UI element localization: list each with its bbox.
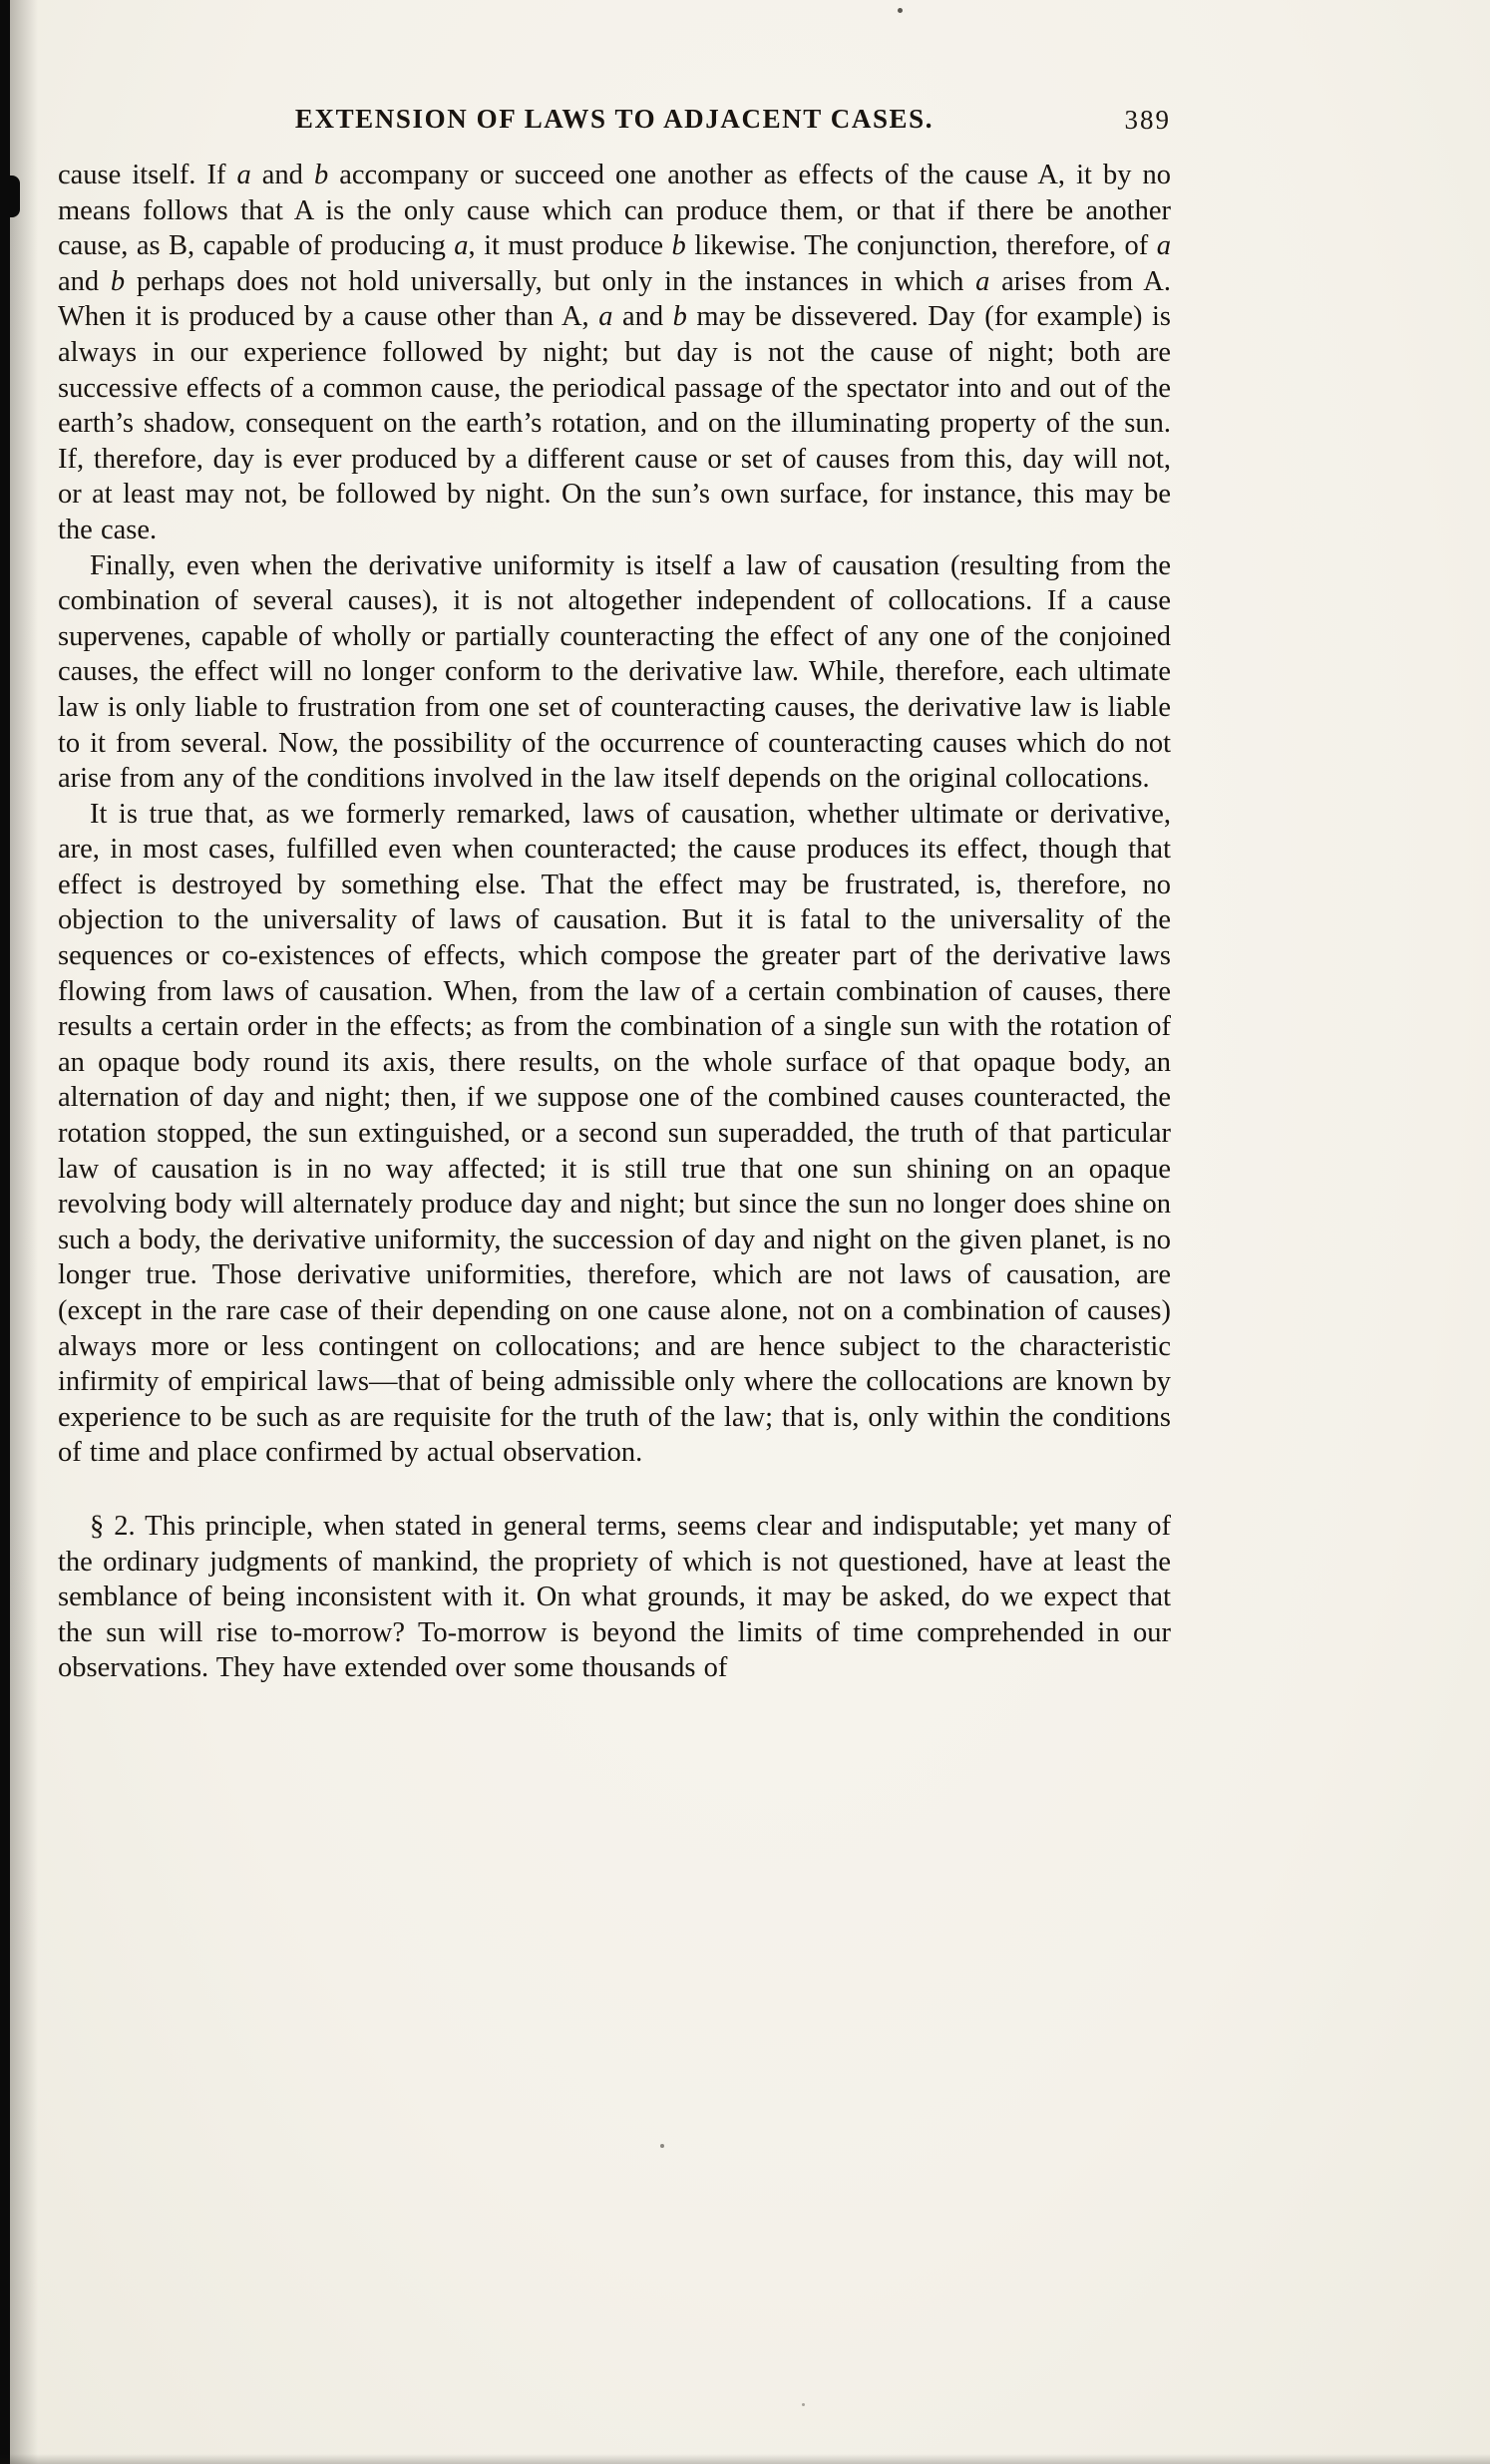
binding-mark [0,176,20,217]
page-number: 389 [1124,105,1171,135]
paragraph: § 2. This principle, when stated in general terms, seems clear and indisputable; yet many of the ordinary judgments of mankind, the propriety of which is not questioned, have at least the semblance of being inconsistent with it. On what grounds, it may be asked, do we expect that the sun will rise to-morrow? To-morrow is beyond the limits of time comprehended in our observations. They have extended over some thousands of [58,1510,1171,1684]
binding-gradient [10,0,38,2464]
paragraph: cause itself. If a and b accompany or succeed one another as effects of the cause A, it by no means follows that A is the only cause which can produce them, or that if there be another cause, as B, capable of producing a, it must produce b likewise. The conjunction, therefore, of a and b perhaps does not hold universally, but only in the instances in which a arises from A. When it is produced by a cause other than A, a and b may be dissevered. Day (for example) is always in our experience followed by night; but day is not the cause of night; both are successive effects of a common cause, the periodical passage of the spectator into and out of the earth’s shadow, consequent on the earth’s rotation, and on the illuminating property of the sun. If, therefore, day is ever produced by a different cause or set of causes from this, day will not, or at least may not, be followed by night. On the sun’s own surface, for instance, this may be the case. [58,160,1172,545]
scan-speck [802,2403,805,2406]
scan-speck [898,8,903,13]
page-text [58,158,1171,1686]
page-content [58,104,1171,1686]
paragraph: Finally, even when the derivative uniformity is itself a law of causation (resulting from the combination of several causes), it is not altogether independent of collocations. If a cause supervenes, capable of wholly or partially counteracting the effect of any one of the conjoined causes, the effect will no longer conform to the derivative law. While, therefore, each ultimate law is only liable to frustration from one set of counteracting causes, the derivative law is liable to it from several. Now, the possibility of the occurrence of counteracting causes which do not arise from any of the conditions involved in the law itself depends on the original collocations. [58,549,1171,795]
paragraph: It is true that, as we formerly remarked, laws of causation, whether ultimate or derivative, are, in most cases, fulfilled even when counteracted; the cause produces its effect, though that effect is destroyed by something else. That the effect may be frustrated, is, therefore, no objection to the universality of laws of causation. But it is fatal to the universality of the sequences or co-existences of effects, which compose the greater part of the derivative laws flowing from laws of causation. When, from the law of a certain combination of causes, there results a certain order in the effects; as from the combination of a single sun with the rotation of an opaque body round its axis, there results, on the whole surface of that opaque body, an alternation of day and night; then, if we suppose one of the combined causes counteracted, the rotation stopped, the sun extinguished, or a second sun superadded, the truth of that particular law of causation is in no way affected; it is still true that one sun shining on an opaque revolving body will alternately produce day and night; but since the sun no longer does shine on such a body, the derivative uniformity, the succession of day and night on the given planet, is no longer true. Those derivative uniformities, therefore, which are not laws of causation, are (except in the rare case of their depending on one cause alone, not on a combination of causes) always more or less contingent on collocations; and are hence subject to the characteristic infirmity of empirical laws—that of being admissible only where the collocations are known by experience to be such as are requisite for the truth of the law; that is, only within the conditions of time and place confirmed by actual observation. [58,798,1171,1469]
running-header [58,104,1171,146]
scan-speck [660,2144,664,2148]
page-bottom-shadow [0,2454,1490,2464]
binding-shadow-left [0,0,10,2464]
running-header-title: EXTENSION OF LAWS TO ADJACENT CASES. [294,104,934,134]
